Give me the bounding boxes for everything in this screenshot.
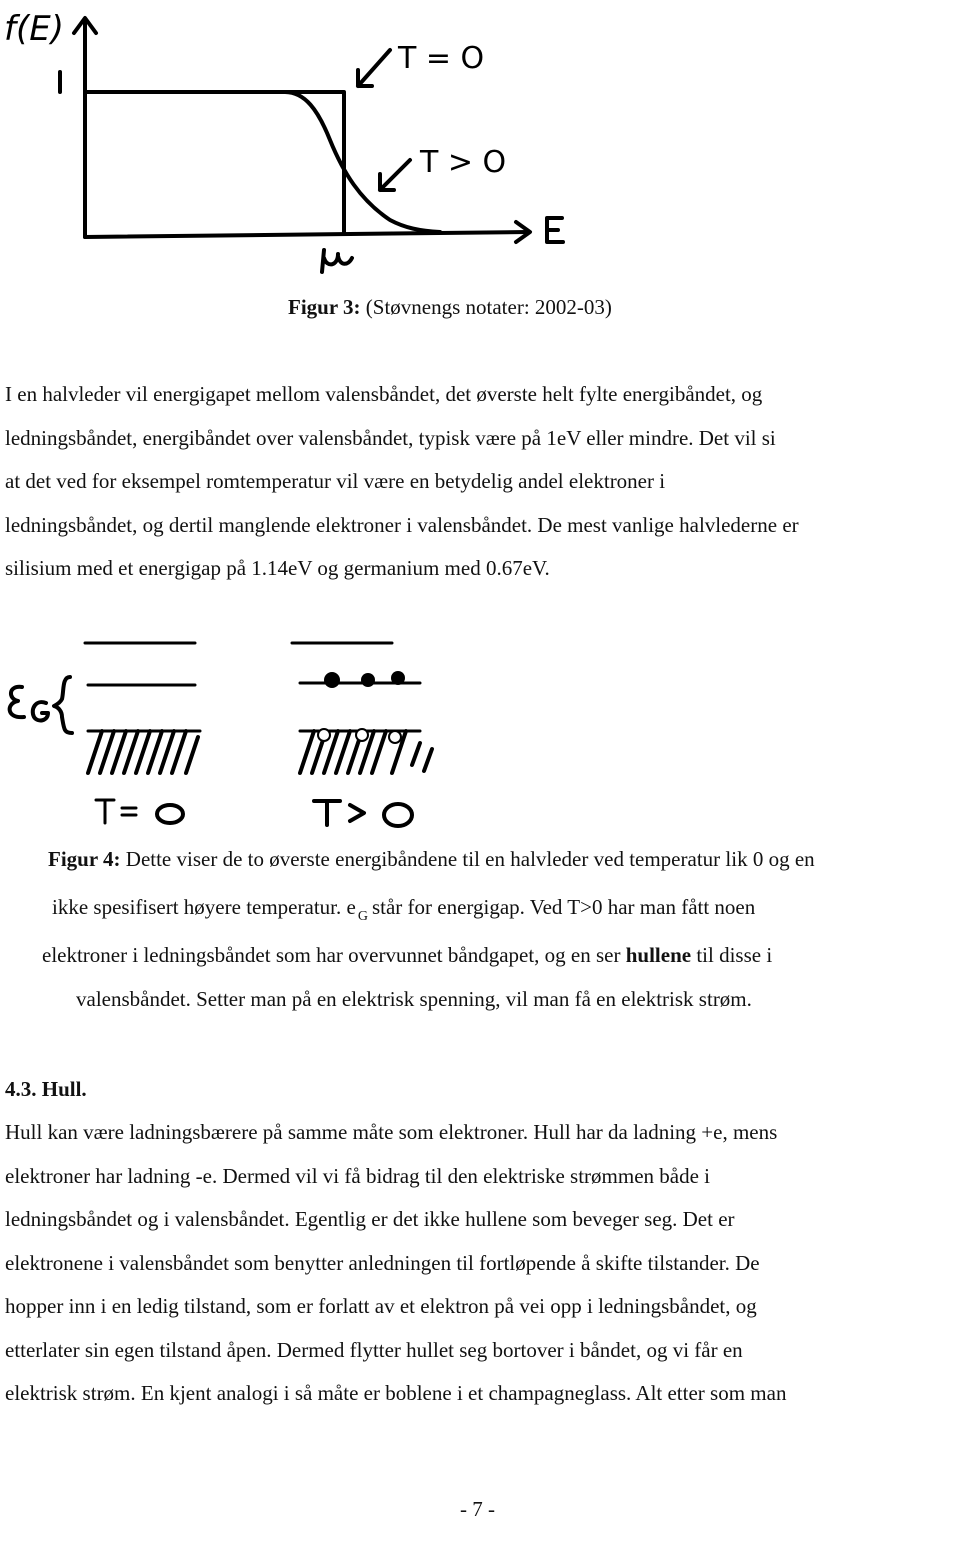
electron (391, 671, 405, 685)
figure4-caption-text: elektroner i ledningsbåndet som har overvunnet båndgapet, og en ser (42, 943, 621, 967)
fermi-dirac-sketch (0, 0, 620, 290)
subscript-g: G (357, 909, 368, 924)
figure4-caption-line1 (48, 849, 815, 870)
figure4-caption-text: Dette viser de to øverste energibåndene til en halvleder ved temperatur lik 0 og en (125, 847, 815, 871)
mu-symbol (322, 250, 352, 272)
paragraph-1-line: ledningsbåndet, og dertil manglende elektroner i valensbåndet. De mest vanlige halvlederne er (5, 513, 799, 537)
figure4-caption-text: står for energigap. Ved T>0 har man fått noen (371, 895, 756, 919)
gap-symbol-e (10, 687, 24, 717)
paragraph-1-line: I en halvleder vil energigapet mellom valensbåndet, det øverste helt fylte energibåndet, og (5, 382, 763, 406)
gap-brace (54, 677, 72, 733)
section-body-line: etterlater sin egen tilstand åpen. Dermed flytter hullet seg bortover i båndet, og vi får en (5, 1338, 743, 1362)
hole (318, 729, 330, 741)
paragraph-1-line: at det ved for eksempel romtemperatur vil være en betydelig andel elektroner i (5, 469, 666, 493)
paragraph-1-line: silisium med et energigap på 1.14eV og germanium med 0.67eV. (5, 556, 550, 580)
figure3-caption-text: (Støvnengs notater: 2002-03) (365, 295, 612, 319)
section-body-line: elektronene i valensbåndet som benytter anledningen til fortløpende å skifte tilstander. De (5, 1251, 760, 1275)
y-axis-label: f(E) (4, 9, 64, 49)
figure4-caption-line2 (52, 895, 756, 924)
electrons (324, 671, 405, 688)
gap-symbol-g (33, 702, 48, 720)
section-body-line: Hull kan være ladningsbærere på samme måte som elektroner. Hull har da ladning +e, mens (5, 1120, 778, 1144)
arrow-t-positive (380, 160, 410, 190)
figure4-caption-line3 (42, 945, 772, 966)
section-body-line: elektroner har ladning -e. Dermed vil vi få bidrag til den elektriske strømmen både i (5, 1164, 711, 1188)
hole (356, 729, 368, 741)
paragraph-1-line: ledningsbåndet, energibåndet over valensbåndet, typisk være på 1eV eller mindre. Det vil si (5, 426, 776, 450)
curve-t-zero (85, 92, 344, 233)
section-heading: 4.3. Hull. (5, 1077, 87, 1101)
figure4-caption-text: ikke spesifisert høyere temperatur. e (52, 895, 356, 919)
section-body (5, 1120, 960, 1420)
x-axis-label-shape (547, 218, 563, 242)
arrow-t-zero (358, 50, 390, 86)
energy-band-sketch (0, 625, 460, 835)
section-body-line: elektrisk strøm. En kjent analogi i så måte er boblene i et champagneglass. Alt etter som man (5, 1381, 787, 1405)
t-positive-circle (384, 804, 412, 826)
figure3-caption (288, 297, 612, 318)
figure3-label: Figur 3: (288, 295, 361, 319)
x-axis (85, 232, 528, 237)
t-zero-circle (157, 805, 183, 823)
t-zero-sketch (96, 800, 136, 823)
figure4-caption-text: til disse i (696, 943, 773, 967)
page-number: - 7 - (460, 1497, 495, 1521)
electron (361, 673, 375, 687)
label-t-positive: T > O (420, 145, 507, 180)
electron (324, 672, 340, 688)
curve-t-positive (85, 92, 440, 232)
section-body-line: hopper inn i en ledig tilstand, som er forlatt av et elektron på vei opp i ledningsbåndet, og (5, 1294, 757, 1318)
hole (389, 731, 401, 743)
figure4-caption-line4: valensbåndet. Setter man på en elektrisk spenning, vil man få en elektrisk strøm. (76, 987, 752, 1011)
paragraph-1 (5, 382, 960, 592)
figure4-label: Figur 4: (48, 847, 121, 871)
emphasis-hullene: hullene (625, 943, 692, 967)
valence-band-hatch-left (88, 731, 198, 773)
label-t-zero: T = O (398, 41, 485, 76)
section-body-line: ledningsbåndet og i valensbåndet. Egentlig er det ikke hullene som beveger seg. Det er (5, 1207, 735, 1231)
t-positive-sketch (314, 801, 364, 825)
